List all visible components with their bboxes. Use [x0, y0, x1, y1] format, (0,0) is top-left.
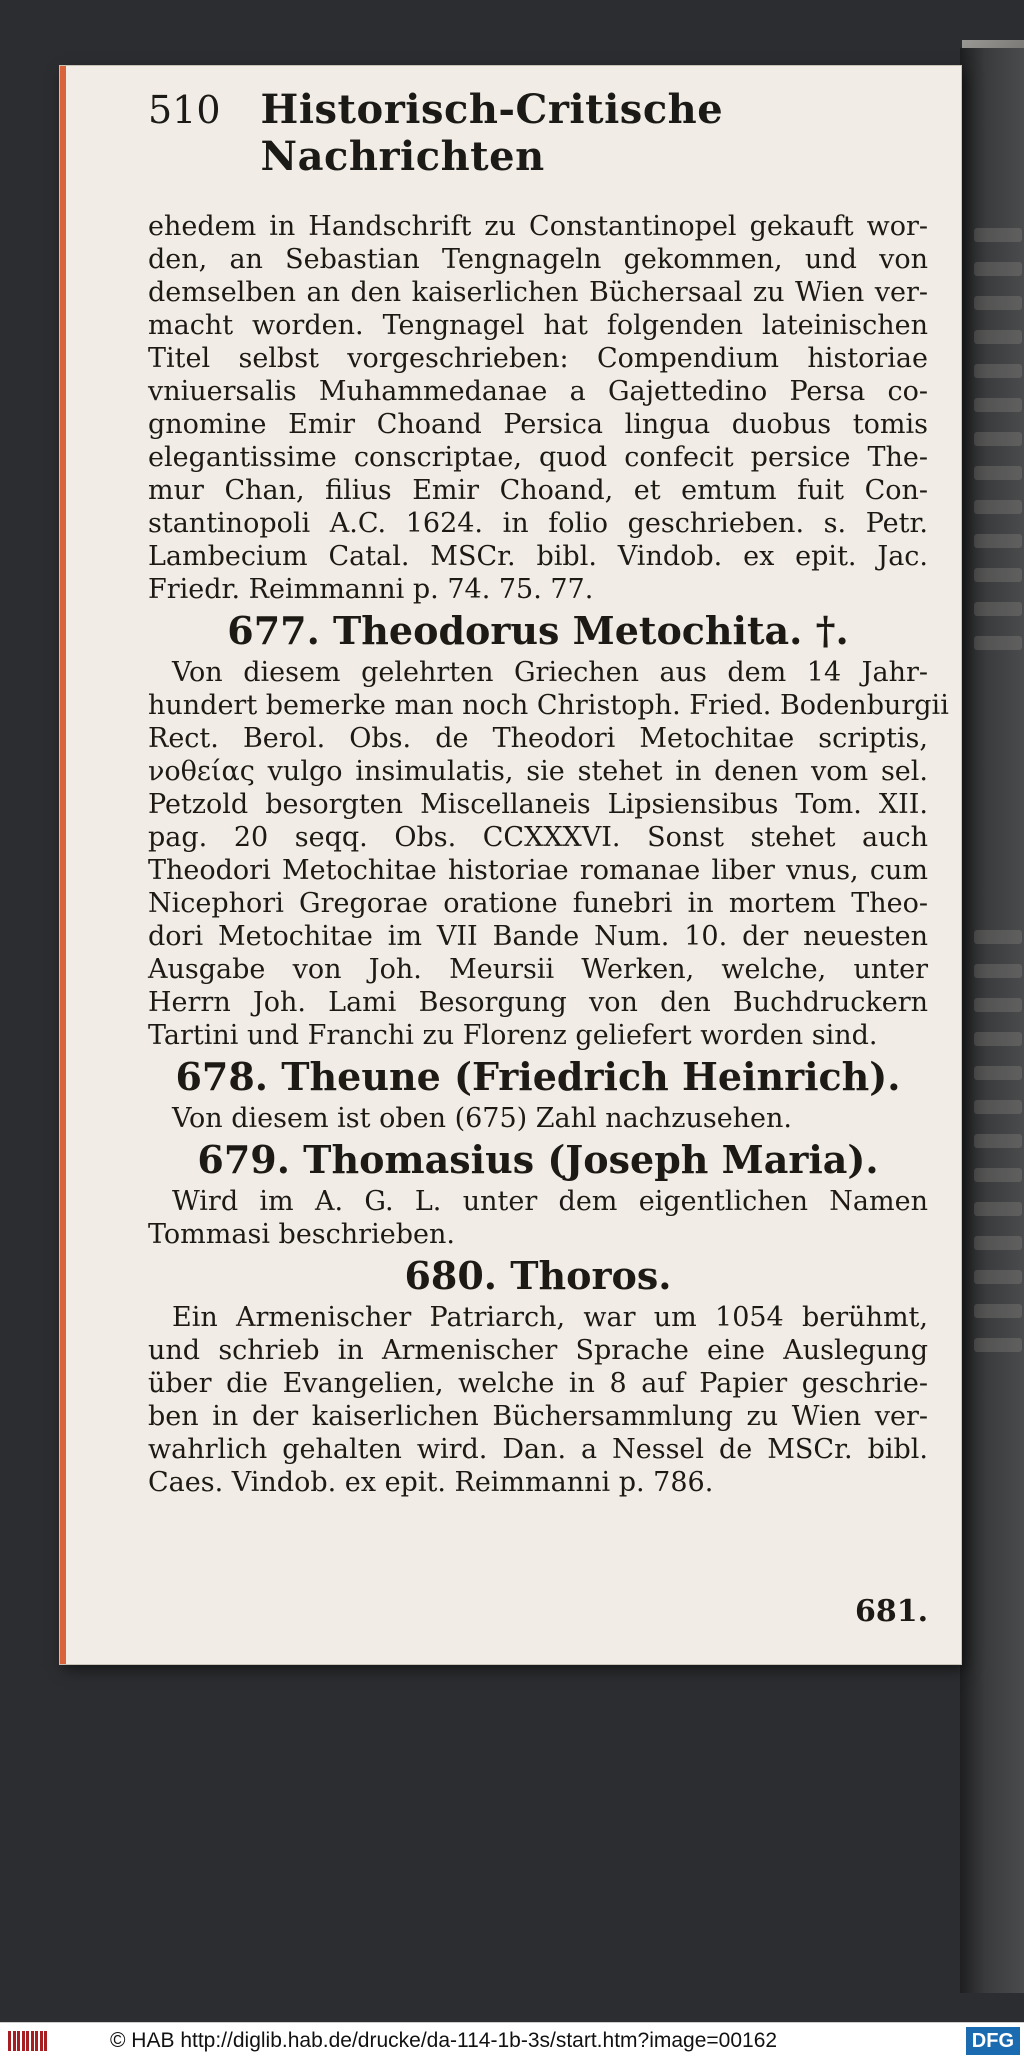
hab-logo-stripe: [31, 2031, 34, 2051]
text-line: Lambecium Catal. MSCr. bibl. Vindob. ex epit. Jac.: [148, 541, 928, 572]
facing-page-ghost-line: [974, 534, 1022, 548]
text-line: Tartini und Franchi zu Florenz geliefert worden sind.: [148, 1020, 878, 1051]
text-line: νοθείας vulgo insimulatis, sie stehet in denen vom sel.: [148, 756, 928, 787]
text-line: ehedem in Handschrift zu Constantinopel gekauft wor-: [148, 211, 928, 242]
facing-page-ghost-line: [974, 636, 1022, 650]
facing-page-ghost-line: [974, 466, 1022, 480]
facing-page-ghost-line: [974, 262, 1022, 276]
hab-logo-stripe: [40, 2031, 43, 2051]
text-line: ben in der kaiserlichen Büchersammlung zu Wien ver-: [148, 1401, 928, 1432]
facing-page-ghost-line: [974, 1032, 1022, 1046]
viewer-footer: [0, 2022, 1024, 2059]
text-line: Ein Armenischer Patriarch, war um 1054 berühmt,: [172, 1302, 928, 1333]
text-line: macht worden. Tengnagel hat folgenden lateinischen: [148, 310, 928, 341]
page-text: [148, 210, 949, 1499]
text-line: und schrieb in Armenischer Sprache eine Auslegung: [148, 1335, 928, 1366]
text-line: pag. 20 seqq. Obs. CCXXXVI. Sonst stehet auch: [148, 822, 928, 853]
text-line: Titel selbst vorgeschrieben: Compendium historiae: [148, 343, 928, 374]
text-line: Theodori Metochitae historiae romanae liber vnus, cum: [148, 855, 928, 886]
facing-page-ghost-line: [974, 998, 1022, 1012]
hab-logo-stripe: [17, 2031, 20, 2051]
hab-logo-stripe: [35, 2031, 38, 2051]
facing-page-ghost-line: [974, 1236, 1022, 1250]
text-line: über die Evangelien, welche in 8 auf Papier geschrie-: [148, 1368, 928, 1399]
entry-680: [148, 1251, 928, 1499]
facing-page-ghost-line: [974, 964, 1022, 978]
facing-page-ghost-line: [974, 398, 1022, 412]
text-line: demselben an den kaiserlichen Büchersaal zu Wien ver-: [148, 277, 928, 308]
facing-page-ghost-line: [974, 296, 1022, 310]
facing-page-ghost-line: [974, 1066, 1022, 1080]
catchword: 681.: [855, 1594, 929, 1629]
text-line: Herrn Joh. Lami Besorgung von den Buchdruckern: [148, 987, 928, 1018]
text-line: Von diesem gelehrten Griechen aus dem 14 Jahr-: [172, 657, 928, 688]
text-line: mur Chan, filius Emir Choand, et emtum fuit Con-: [148, 475, 928, 506]
facing-page-ghost-line: [974, 364, 1022, 378]
running-head: [148, 86, 848, 180]
hab-logo-stripe: [44, 2031, 47, 2051]
hab-logo-stripe: [26, 2031, 29, 2051]
text-line: Tommasi beschrieben.: [148, 1219, 455, 1250]
facing-page-ghost-line: [974, 228, 1022, 242]
text-line: Ausgabe von Joh. Meursii Werken, welche, unter: [148, 954, 928, 985]
facing-page-ghost-line: [974, 602, 1022, 616]
facing-page-ghost-line: [974, 1168, 1022, 1182]
continued-paragraph: [148, 210, 928, 606]
facing-page-ghost-line: [974, 432, 1022, 446]
text-line: Caes. Vindob. ex epit. Reimmanni p. 786.: [148, 1467, 714, 1498]
text-line: Friedr. Reimmanni p. 74. 75. 77.: [148, 574, 594, 605]
facing-page-ghost-line: [974, 330, 1022, 344]
copyright-url[interactable]: © HAB http://diglib.hab.de/drucke/da-114-1b-3s/start.htm?image=00162: [110, 2029, 778, 2052]
hab-logo-stripe: [8, 2031, 11, 2051]
entry-heading: 677. Theodorus Metochita. †.: [227, 608, 849, 653]
facing-page-ghost-line: [974, 568, 1022, 582]
hab-logo-stripe: [13, 2031, 16, 2051]
text-line: gnomine Emir Choand Persica lingua duobus tomis: [148, 409, 928, 440]
facing-page-ghost-line: [974, 500, 1022, 514]
text-line: Rect. Berol. Obs. de Theodori Metochitae scriptis,: [148, 723, 928, 754]
text-line: elegantissime conscriptae, quod confecit persice The-: [148, 442, 928, 473]
text-line: Wird im A. G. L. unter dem eigentlichen Namen: [172, 1186, 928, 1217]
page-number: 510: [148, 88, 221, 132]
text-line: Petzold besorgten Miscellaneis Lipsiensibus Tom. XII.: [148, 789, 928, 820]
entry-heading: 679. Thomasius (Joseph Maria).: [197, 1137, 879, 1182]
running-head-title: Historisch-Critische Nachrichten: [260, 86, 724, 180]
facing-page-edge: [960, 48, 1024, 1993]
facing-page-ghost-line: [974, 1100, 1022, 1114]
facing-page-ghost-line: [974, 1202, 1022, 1216]
text-line: dori Metochitae im VII Bande Num. 10. der neuesten: [148, 921, 928, 952]
text-line: den, an Sebastian Tengnageln gekommen, und von: [148, 244, 928, 275]
facing-page-ghost-line: [974, 1270, 1022, 1284]
facing-page-ghost-line: [974, 1304, 1022, 1318]
facing-page-ghost-line: [974, 930, 1022, 944]
text-line: vniuersalis Muhammedanae a Gajettedino Persa co-: [148, 376, 928, 407]
entry-678: [148, 1052, 928, 1135]
text-line: Von diesem ist oben (675) Zahl nachzusehen.: [172, 1103, 793, 1134]
text-line: hundert bemerke man noch Christoph. Fried. Bodenburgii: [148, 690, 949, 721]
dfg-logo[interactable]: DFG: [966, 2027, 1020, 2055]
text-line: stantinopoli A.C. 1624. in folio geschrieben. s. Petr.: [148, 508, 928, 539]
facing-page-ghost-line: [974, 1134, 1022, 1148]
hab-logo-icon: [6, 2028, 50, 2054]
entry-679: [148, 1135, 928, 1251]
entry-677: [148, 606, 949, 1052]
text-line: Nicephori Gregorae oratione funebri in mortem Theo-: [148, 888, 928, 919]
entry-heading: 680. Thoros.: [404, 1253, 672, 1298]
hab-logo-stripe: [22, 2031, 25, 2051]
entry-heading: 678. Theune (Friedrich Heinrich).: [175, 1054, 901, 1099]
text-line: wahrlich gehalten wird. Dan. a Nessel de MSCr. bibl.: [148, 1434, 928, 1465]
facing-page-ghost-line: [974, 1338, 1022, 1352]
